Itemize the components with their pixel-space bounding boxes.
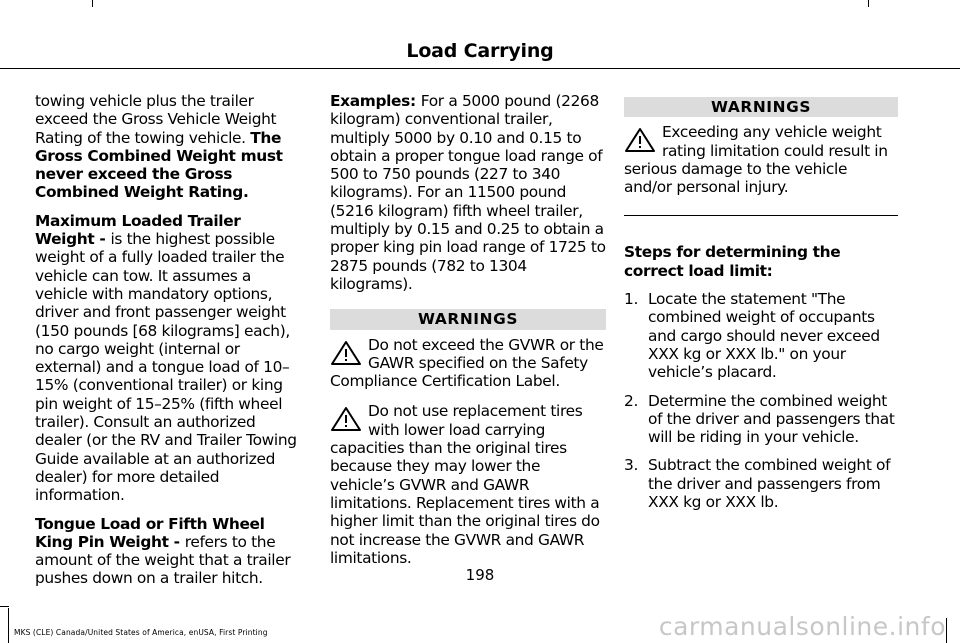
step-number: 1. xyxy=(624,290,638,309)
list-item xyxy=(624,290,898,381)
steps-heading: Steps for determining the correct load limit: xyxy=(624,243,841,280)
paragraph-bold: The Gross Combined Weight must never exceed the Gross Combined Weight Rating. xyxy=(35,128,283,202)
warning-item xyxy=(330,402,606,567)
crop-mark-bottom-left xyxy=(8,608,9,643)
step-number: 3. xyxy=(624,456,638,475)
term-tongue-load: Tongue Load or Fifth Wheel King Pin Weight - xyxy=(35,514,265,551)
term-examples: Examples: xyxy=(330,92,421,110)
column-3 xyxy=(624,92,898,521)
step-text: Subtract the combined weight of the driver and passengers from XXX kg or XXX lb. xyxy=(648,456,891,512)
paragraph-text: towing vehicle plus the trailer exceed the Gross Vehicle Weight Rating of the towing vehicle. xyxy=(35,92,277,147)
crop-mark-top-left xyxy=(92,0,93,7)
warning-text: Exceeding any vehicle weight rating limitation could result in serious damage to the vehicle and/or personal injury. xyxy=(624,123,888,197)
crop-mark-bottom-left-h xyxy=(0,606,9,607)
list-item xyxy=(624,456,898,511)
warning-item xyxy=(330,336,606,391)
warning-triangle-icon xyxy=(330,406,362,432)
paragraph-gross-combined xyxy=(35,92,297,202)
warnings-heading: WARNINGS xyxy=(330,309,606,329)
column-1 xyxy=(35,92,297,598)
watermark: carmanualsonline.info xyxy=(658,612,946,641)
footer-text: MKS (CLE) Canada/United States of America, enUSA, First Printing xyxy=(14,628,268,637)
paragraph-examples xyxy=(330,92,606,293)
examples-text: For a 5000 pound (2268 kilogram) conventional trailer, multiply 5000 by 0.10 and 0.15 to obtain a proper tongue load range of 500 to 750 pounds (227 to 340 kilograms). For an 11500 pound (5216 kilogram) fifth wheel trailer, multiply by 0.15 and 0.25 to obtain a proper king pin load range of 1725 to 2875 pounds (782 to 1304 kilograms). xyxy=(330,92,606,293)
warning-triangle-icon xyxy=(624,127,656,153)
definition-text: refers to the amount of the weight that a trailer pushes down on a trailer hitch. xyxy=(35,532,291,588)
warning-triangle-icon xyxy=(330,340,362,366)
definition-text: is the highest possible weight of a fully loaded trailer the vehicle can tow. It assumes a vehicle with mandatory options, driver and front passenger weight (150 pounds [68 kilograms] each), no cargo weight (internal or external) and a tongue load of 10–15% (conventional trailer) or king pin weight of 15–25% (fifth wheel trailer). Consult an authorized dealer (or the RV and Trailer Towing Guide available at an authorized dealer) for more detailed information. xyxy=(35,230,297,505)
section-divider xyxy=(624,215,898,216)
warning-item xyxy=(624,123,898,196)
page-title: Load Carrying xyxy=(406,40,554,62)
crop-mark-top-right xyxy=(868,0,869,7)
warning-text: Do not use replacement tires with lower load carrying capacities than the original tires because they may lower the vehicle’s GVWR and GAWR limitations. Replacement tires with a higher limit than the original tires do not increase the GVWR and GAWR limitations. xyxy=(330,402,600,567)
crop-mark-bottom-right xyxy=(946,618,947,643)
warning-text: Do not exceed the GVWR or the GAWR specified on the Safety Compliance Certification Label. xyxy=(330,335,604,391)
page-number: 198 xyxy=(465,566,495,584)
list-item xyxy=(624,392,898,447)
step-text: Determine the combined weight of the driver and passengers that will be riding in your vehicle. xyxy=(648,391,895,447)
column-2 xyxy=(330,92,606,579)
warnings-heading: WARNINGS xyxy=(624,97,898,117)
term-max-loaded-trailer: Maximum Loaded Trailer Weight - xyxy=(35,211,241,249)
title-divider xyxy=(0,68,960,69)
steps-list xyxy=(624,290,898,511)
step-text: Locate the statement "The combined weight of occupants and cargo should never exceed XXX kg or XXX lb." on your vehicle’s placard. xyxy=(648,290,880,382)
paragraph-max-loaded-trailer xyxy=(35,212,297,505)
step-number: 2. xyxy=(624,391,638,410)
